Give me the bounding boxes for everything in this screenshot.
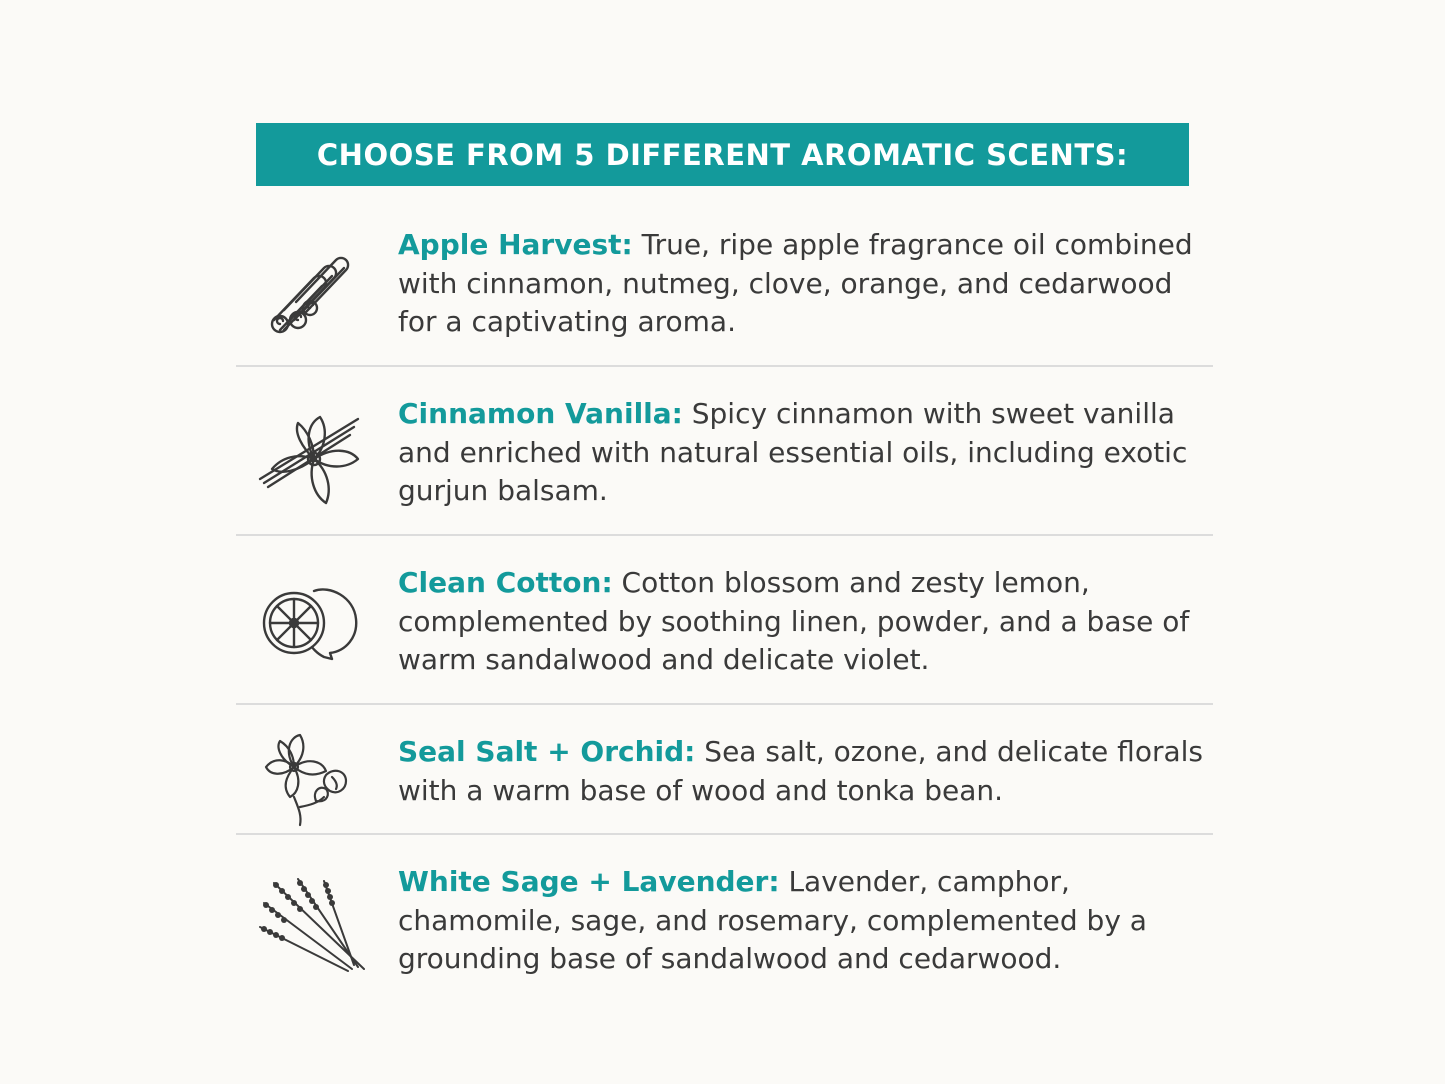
lemon-icon [254,571,366,671]
list-item [236,835,1213,1025]
cinnamon-sticks-icon [254,240,366,340]
scent-name: Seal Salt + Orchid: [398,735,696,768]
scent-text [398,226,1213,342]
list-item [236,367,1213,536]
header-banner [256,123,1189,186]
scent-description: Spicy cinnamon with sweet vanilla and enriched with natural essential oils, including exotic gurjun balsam. [398,397,1188,507]
orchid-flower-icon [254,727,366,827]
scent-description: Cotton blossom and zesty lemon, complemented by soothing linen, powder, and a base of warm sandalwood and delicate violet. [398,566,1190,676]
page-title: CHOOSE FROM 5 DIFFERENT AROMATIC SCENTS: [316,137,1129,172]
scent-description: Sea salt, ozone, and delicate florals with a warm base of wood and tonka bean. [398,735,1203,807]
scent-name: Cinnamon Vanilla: [398,397,683,430]
scent-name: White Sage + Lavender: [398,865,780,898]
scent-list [236,198,1213,1025]
scent-text [398,863,1213,979]
vanilla-flower-icon [254,409,366,509]
scent-text [398,564,1213,680]
scent-name: Clean Cotton: [398,566,613,599]
scent-text [398,733,1213,810]
list-item [236,198,1213,367]
scent-text [398,395,1213,511]
scent-description: True, ripe apple fragrance oil combined with cinnamon, nutmeg, clove, orange, and cedarwood for a captivating aroma. [398,228,1193,338]
list-item [236,705,1213,835]
list-item [236,536,1213,705]
lavender-icon [254,873,366,973]
scent-description: Lavender, camphor, chamomile, sage, and rosemary, complemented by a grounding base of sandalwood and cedarwood. [398,865,1147,975]
scent-name: Apple Harvest: [398,228,633,261]
